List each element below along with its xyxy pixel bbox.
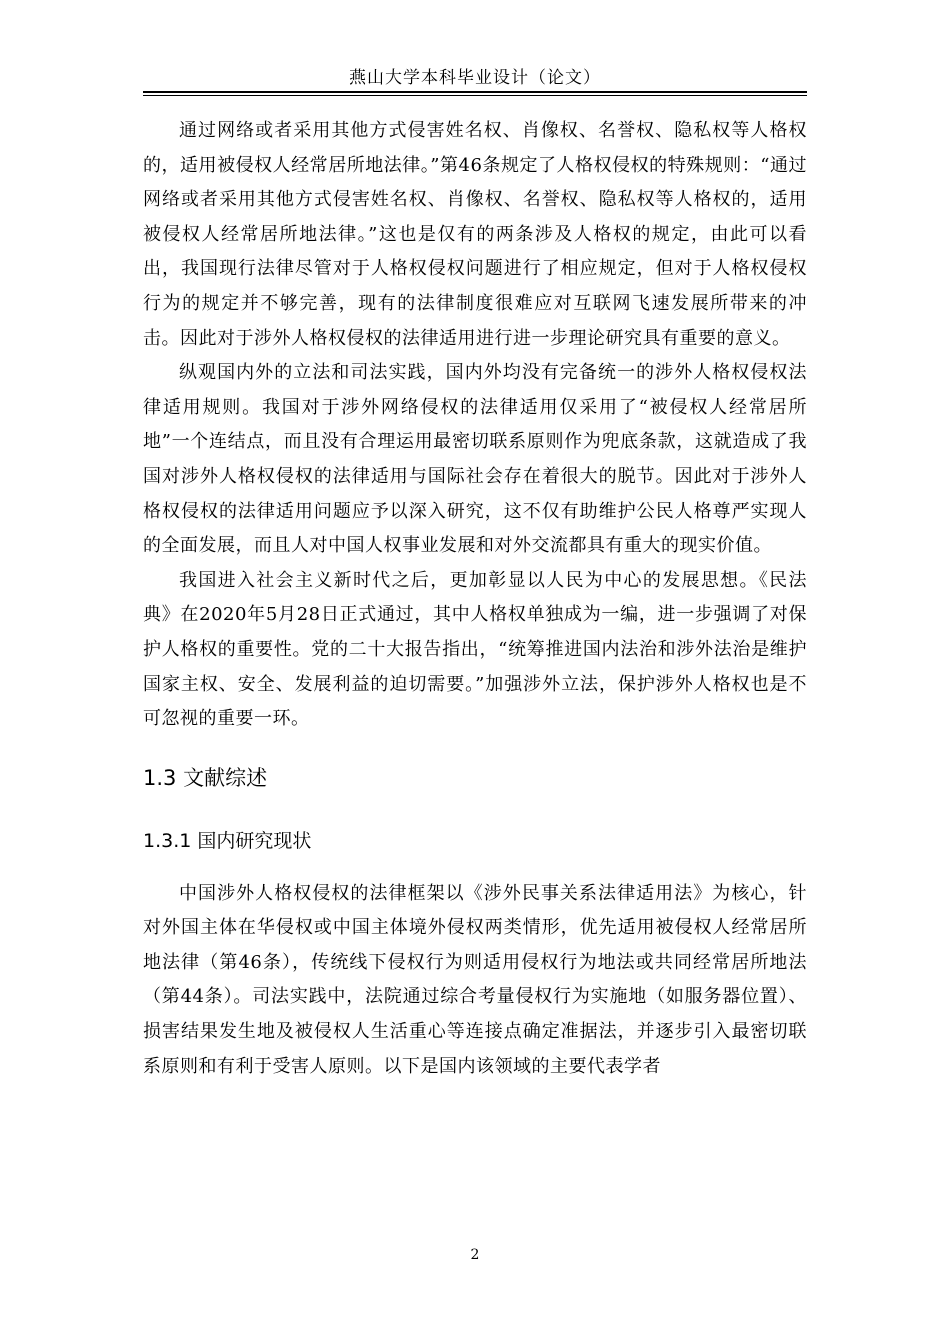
header-rule-thick [143, 91, 807, 93]
page-number: 2 [470, 1247, 480, 1263]
body-paragraph-3: 我国进入社会主义新时代之后，更加彰显以人民为中心的发展思想。《民法典》在2020年5月28日正式通过，其中人格权单独成为一编，进一步强调了对保护人格权的重要性。党的二十大报告指出，“统筹推进国内法治和涉外法治是维护国家主权、安全、发展利益的迫切需要。”加强涉外立法，保护涉外人格权也是不可忽视的重要一环。 [143, 569, 807, 730]
section-heading: 1.3 文献综述 [143, 765, 268, 790]
body-paragraph-4: 中国涉外人格权侵权的法律框架以《涉外民事关系法律适用法》为核心，针对外国主体在华侵权或中国主体境外侵权两类情形，优先适用被侵权人经常居所地法律（第46条），传统线下侵权行为则适用侵权行为地法或共同经常居所地法（第44条）。司法实践中，法院通过综合考量侵权行为实施地（如服务器位置）、损害结果发生地及被侵权人生活重心等连接点确定准据法，并逐步引入最密切联系原则和有利于受害人原则。以下是国内该领域的主要代表学者 [143, 882, 807, 1077]
header-rule-thin [143, 95, 807, 96]
body-paragraph-2: 纵观国内外的立法和司法实践，国内外均没有完备统一的涉外人格权侵权法律适用规则。我国对于涉外网络侵权的法律适用仅采用了“被侵权人经常居所地”一个连结点，而且没有合理运用最密切联系原则作为兜底条款，这就造成了我国对涉外人格权侵权的法律适用与国际社会存在着很大的脱节。因此对于涉外人格权侵权的法律适用问题应予以深入研究，这不仅有助维护公民人格尊严实现人的全面发展，而且人对中国人权事业发展和对外交流都具有重大的现实价值。 [143, 362, 807, 557]
body-paragraph-1: 通过网络或者采用其他方式侵害姓名权、肖像权、名誉权、隐私权等人格权的，适用被侵权人经常居所地法律。”第46条规定了人格权侵权的特殊规则：“通过网络或者采用其他方式侵害姓名权、肖像权、名誉权、隐私权等人格权的，适用被侵权人经常居所地法律。”这也是仅有的两条涉及人格权的规定，由此可以看出，我国现行法律尽管对于人格权侵权问题进行了相应规定，但对于人格权侵权行为的规定并不够完善，现有的法律制度很难应对互联网飞速发展所带来的冲击。因此对于涉外人格权侵权的法律适用进行进一步理论研究具有重要的意义。 [143, 120, 807, 349]
running-header: 燕山大学本科毕业设计（论文） [349, 68, 601, 88]
body-text [143, 114, 807, 1084]
subsection-heading: 1.3.1 国内研究现状 [143, 829, 312, 852]
